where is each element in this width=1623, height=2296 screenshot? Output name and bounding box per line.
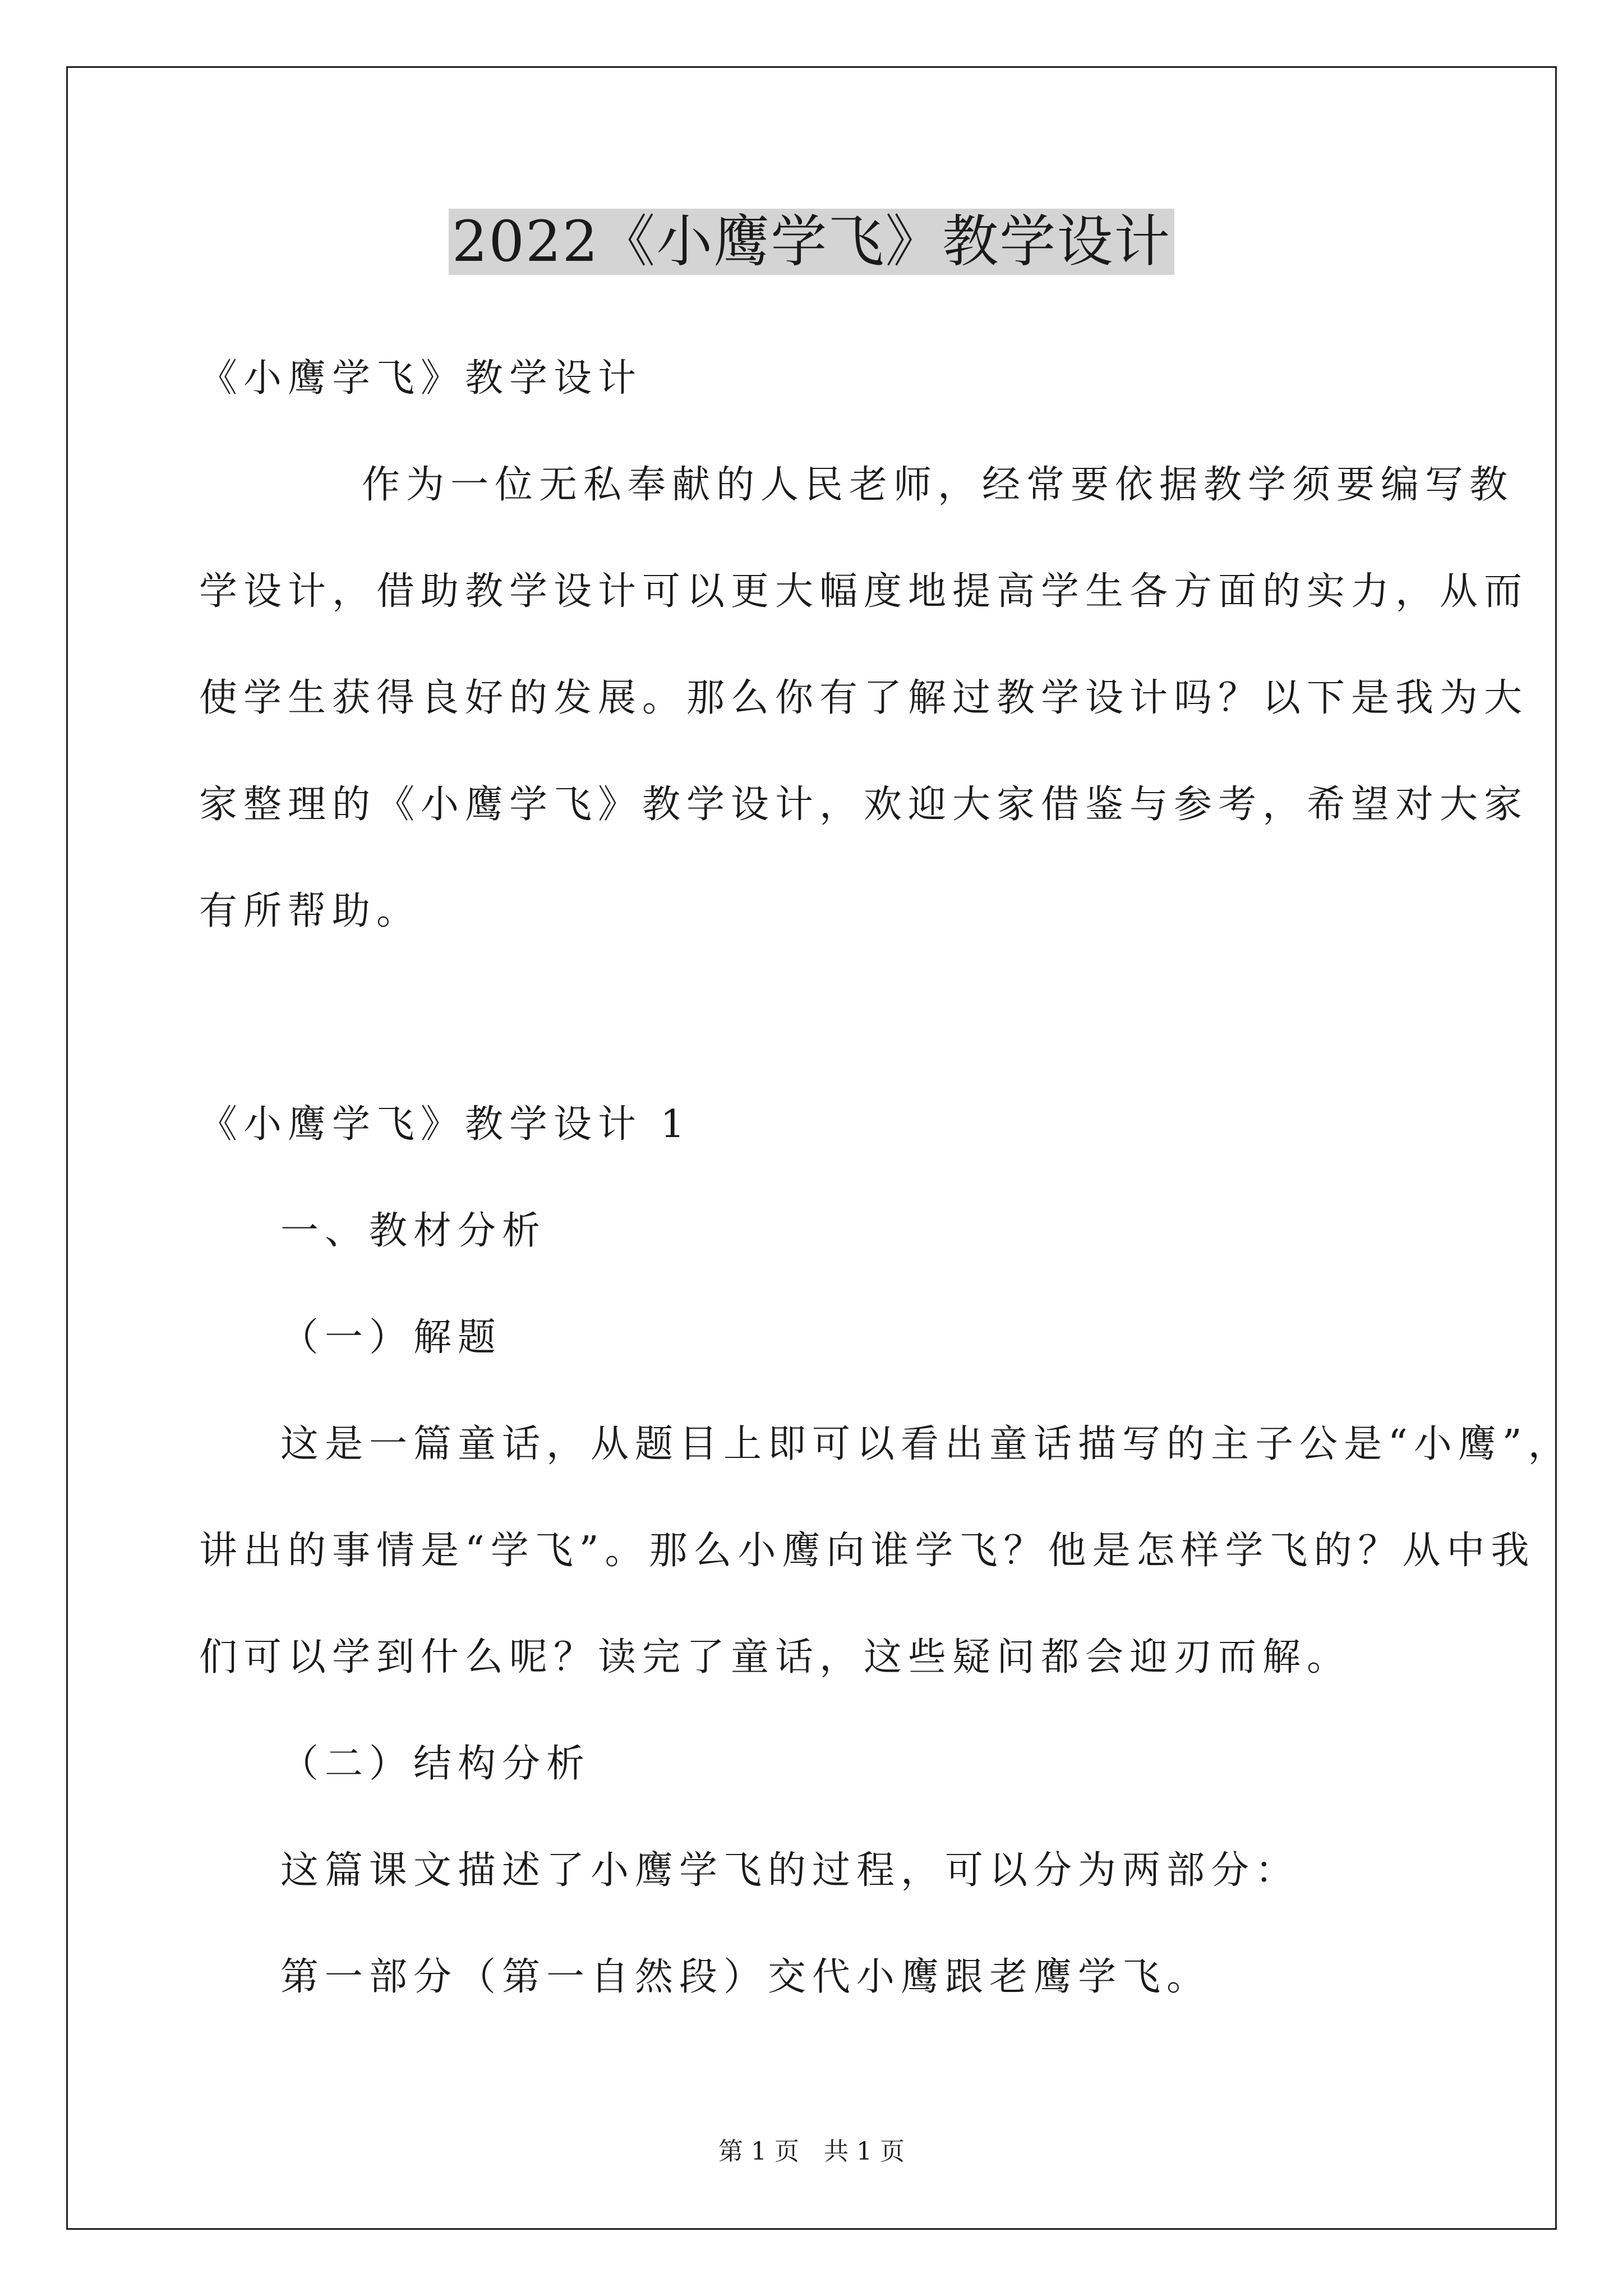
paragraph-line: 讲出的事情是“学飞”。那么小鹰向谁学飞？他是怎样学飞的？从中我 <box>199 1529 1536 1573</box>
paragraph-line: 们可以学到什么呢？读完了童话，这些疑问都会迎刃而解。 <box>199 1635 1352 1680</box>
paragraph-line: 使学生获得良好的发展。那么你有了解过教学设计吗？以下是我为大 <box>199 676 1529 720</box>
paragraph-line: 这是一篇童话，从题目上即可以看出童话描写的主子公是“小鹰”， <box>280 1422 1573 1466</box>
section-heading: 《小鹰学飞》教学设计 1 <box>199 1102 691 1147</box>
document-title: 2022《小鹰学飞》教学设计 <box>449 209 1175 275</box>
paragraph-line: 家整理的《小鹰学飞》教学设计，欢迎大家借鉴与参考，希望对大家 <box>199 783 1529 827</box>
paragraph-line: 学设计，借助教学设计可以更大幅度地提高学生各方面的实力，从而 <box>199 569 1529 614</box>
subtitle: 《小鹰学飞》教学设计 <box>199 356 643 401</box>
paragraph-line: 这篇课文描述了小鹰学飞的过程，可以分为两部分： <box>280 1848 1300 1893</box>
paragraph-line: 第一部分（第一自然段）交代小鹰跟老鹰学飞。 <box>280 1955 1211 1999</box>
section-subheading: （二）结构分析 <box>280 1742 591 1786</box>
paragraph-line: 有所帮助。 <box>199 889 421 933</box>
title-container <box>0 209 1623 275</box>
paragraph-line: 作为一位无私奉献的人民老师，经常要依据教学须要编写教 <box>362 463 1514 507</box>
section-subheading: 一、教材分析 <box>280 1209 547 1253</box>
page-number-footer: 第 1 页 共 1 页 <box>718 2137 905 2166</box>
section-subheading: （一）解题 <box>280 1315 502 1360</box>
